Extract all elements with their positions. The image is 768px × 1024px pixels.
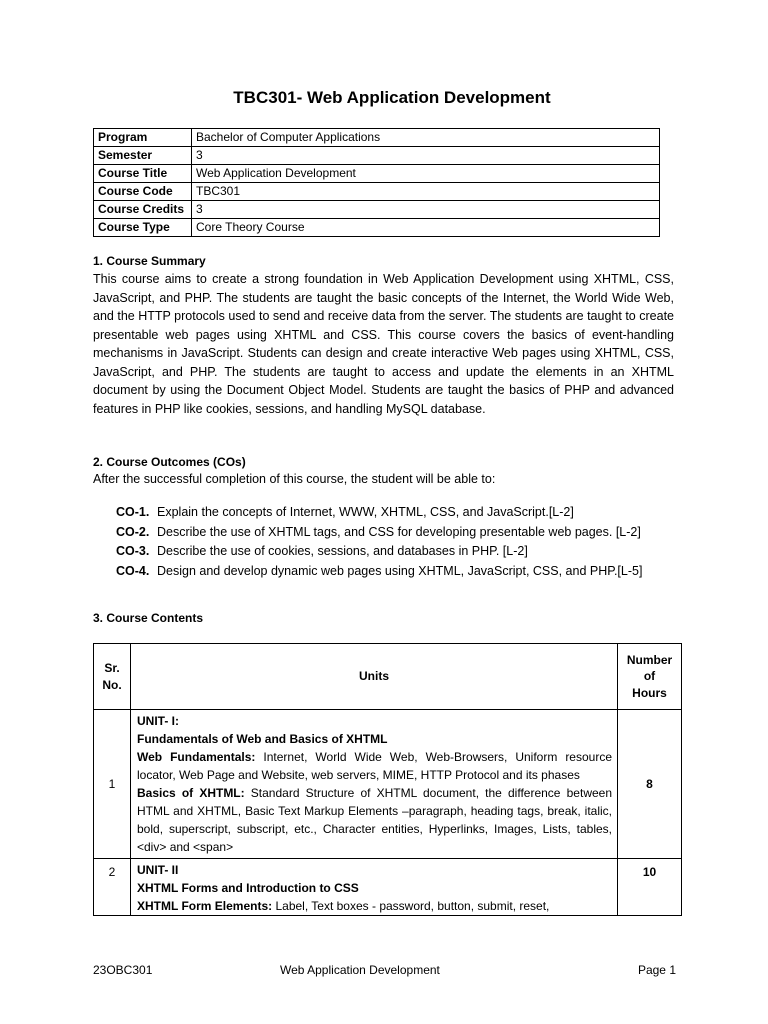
outcome-item xyxy=(116,562,676,582)
unit-hours: 10 xyxy=(618,859,682,916)
info-row-course-code xyxy=(94,183,660,201)
outcome-item xyxy=(116,503,676,523)
info-key: Program xyxy=(94,129,192,147)
unit-sr-no: 1 xyxy=(94,710,131,859)
info-key: Semester xyxy=(94,147,192,165)
outcome-text: Design and develop dynamic web pages using XHTML, JavaScript, CSS, and PHP.[L-5] xyxy=(157,563,643,578)
outcome-code: CO-3. xyxy=(116,544,150,558)
outcome-text: Describe the use of XHTML tags, and CSS for developing presentable web pages. [L-2] xyxy=(157,524,641,539)
topic-label: XHTML Form Elements: xyxy=(137,899,273,913)
summary-heading: 1. Course Summary xyxy=(93,254,206,268)
outcomes-heading: 2. Course Outcomes (COs) xyxy=(93,455,246,469)
info-key: Course Code xyxy=(94,183,192,201)
page-title: TBC301- Web Application Development xyxy=(233,88,551,107)
header-hours-line: Number xyxy=(626,652,673,667)
info-key: Course Type xyxy=(94,219,192,237)
info-value: 3 xyxy=(192,201,660,219)
header-hours-line: Hours xyxy=(632,685,667,700)
header-units: Units xyxy=(131,644,618,710)
table-row xyxy=(94,859,682,916)
summary-text: This course aims to create a strong foundation in Web Application Development using XHTML, CSS, JavaScript, and PHP. The students are taught the basic concepts of the Internet, the World Wide Web, and the HTTP protocols used to send and receive data from the server. The students are taught to create presentable web pages using XHTML and CSS. This course covers the basics of event-handling mechanisms in JavaScript. Students can design and create interactive Web pages using XHTML, CSS, JavaScript, and PHP. The students are taught to access and update the elements in an XHTML document by using the Document Object Model. Students are taught the basics of PHP and advanced features in PHP like cookies, sessions, and handling MySQL database. xyxy=(93,272,674,416)
unit-label: UNIT- II xyxy=(137,863,179,877)
header-sr-line: No. xyxy=(102,677,122,692)
footer-page-number: Page 1 xyxy=(637,963,676,977)
topic-text: Internet, World Wide Web, Web-Browsers, Uniform resource locator, Web Page and Website, web servers, MIME, HTTP Protocol and its phases xyxy=(137,750,612,782)
course-info-table xyxy=(93,128,660,237)
unit-hours: 8 xyxy=(618,710,682,859)
info-key: Course Credits xyxy=(94,201,192,219)
table-row xyxy=(94,710,682,859)
outcome-item xyxy=(116,523,676,543)
info-value: Bachelor of Computer Applications xyxy=(192,129,660,147)
topic-label: Basics of XHTML: xyxy=(137,786,245,800)
unit-sr-no: 2 xyxy=(94,859,131,916)
unit-description xyxy=(131,710,618,859)
info-row-course-credits xyxy=(94,201,660,219)
info-key: Course Title xyxy=(94,165,192,183)
outcome-code: CO-2. xyxy=(116,524,150,539)
outcome-item xyxy=(116,542,676,562)
header-sr-no xyxy=(94,644,131,710)
course-outcomes-list xyxy=(116,503,676,581)
unit-topic xyxy=(137,748,612,784)
topic-text: Label, Text boxes - password, button, submit, reset, xyxy=(272,899,550,913)
contents-heading: 3. Course Contents xyxy=(93,611,204,625)
unit-description xyxy=(131,859,618,916)
footer-course-code: 23OBC301 xyxy=(93,963,153,977)
info-value: Core Theory Course xyxy=(192,219,660,237)
info-value: 3 xyxy=(192,147,660,165)
outcome-code: CO-1. xyxy=(116,505,150,519)
outcome-text: Explain the concepts of Internet, WWW, XHTML, CSS, and JavaScript.[L-2] xyxy=(157,505,574,519)
outcome-code: CO-4. xyxy=(116,563,150,578)
contents-header-row xyxy=(94,644,682,710)
topic-text: Standard Structure of XHTML document, the difference between HTML and XHTML, Basic Text Markup Elements –paragraph, heading tags, break, italic, bold, superscript, subscript, etc., Character entities, Hyperlinks, Images, Lists, tables, <div> and <span> xyxy=(137,786,612,854)
unit-title: XHTML Forms and Introduction to CSS xyxy=(137,881,359,895)
unit-content-clip xyxy=(137,861,612,913)
footer-title: Web Application Development xyxy=(280,963,440,977)
unit-title: Fundamentals of Web and Basics of XHTML xyxy=(137,732,388,746)
info-row-semester xyxy=(94,147,660,165)
header-hours-line: of xyxy=(643,669,656,684)
outcomes-intro: After the successful completion of this course, the student will be able to: xyxy=(93,472,496,486)
topic-label: Web Fundamentals: xyxy=(137,750,256,764)
unit-topic xyxy=(137,897,612,913)
info-value: Web Application Development xyxy=(192,165,660,183)
info-row-course-type xyxy=(94,219,660,237)
course-contents-table xyxy=(93,643,682,916)
unit-label: UNIT- I: xyxy=(137,714,179,728)
info-row-program xyxy=(94,129,660,147)
info-row-course-title xyxy=(94,165,660,183)
info-value: TBC301 xyxy=(192,183,660,201)
header-hours xyxy=(618,644,682,710)
header-sr-line: Sr. xyxy=(104,661,120,675)
outcome-text: Describe the use of cookies, sessions, and databases in PHP. [L-2] xyxy=(157,544,528,558)
unit-topic xyxy=(137,784,612,856)
